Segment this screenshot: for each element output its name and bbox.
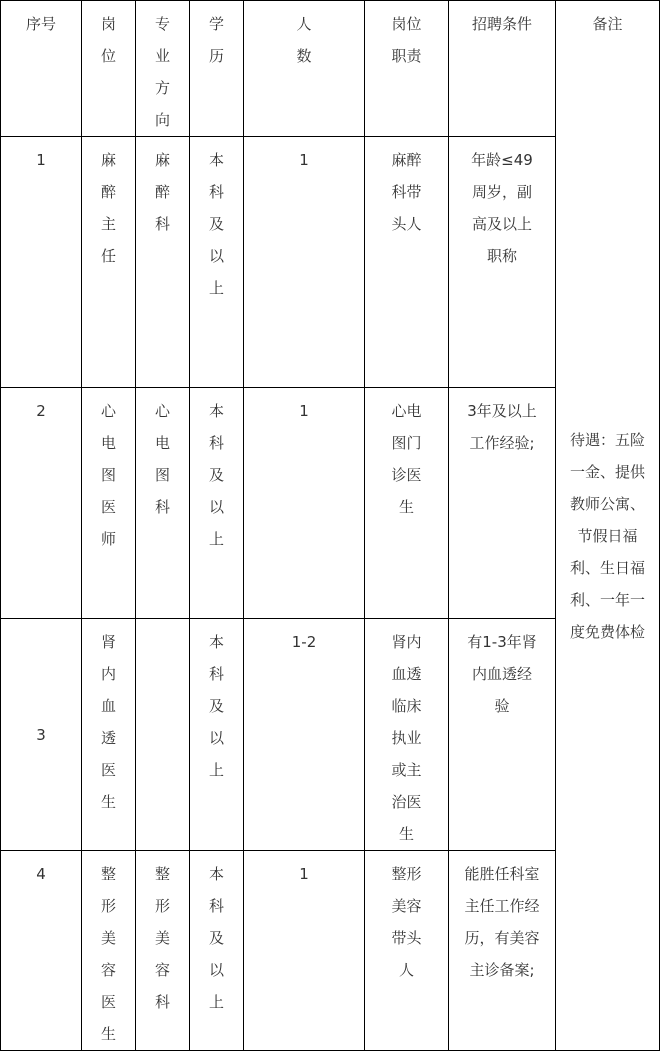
cell-major: 麻醉科 (136, 137, 190, 388)
cell-major (136, 619, 190, 851)
cell-count: 1-2 (244, 619, 365, 851)
cell-seq: 3 (1, 619, 82, 851)
remark-header-label: 备注 (592, 15, 623, 33)
cell-count: 1 (244, 388, 365, 619)
cell-position: 整形美容医生 (82, 851, 136, 1051)
cell-education: 本科及以上 (190, 137, 244, 388)
cell-duty: 肾内血透临床执业或主治医生 (365, 619, 449, 851)
cell-count: 1 (244, 851, 365, 1051)
header-remark (556, 1, 660, 1051)
cell-requirement: 能胜任科室主任工作经历，有美容主诊备案; (449, 851, 556, 1051)
cell-duty: 麻醉科带头人 (365, 137, 449, 388)
header-position: 岗位 (82, 1, 136, 137)
header-requirement: 招聘条件 (449, 1, 556, 137)
cell-seq: 1 (1, 137, 82, 388)
cell-duty: 心电图门诊医生 (365, 388, 449, 619)
cell-count: 1 (244, 137, 365, 388)
cell-requirement: 有1-3年肾内血透经验 (449, 619, 556, 851)
cell-seq: 4 (1, 851, 82, 1051)
cell-position: 心电图医师 (82, 388, 136, 619)
header-major: 专业方向 (136, 1, 190, 137)
cell-seq: 2 (1, 388, 82, 619)
cell-major: 整形美容科 (136, 851, 190, 1051)
cell-requirement: 年龄≤49周岁，副高及以上职称 (449, 137, 556, 388)
cell-position: 麻醉主任 (82, 137, 136, 388)
remark-text: 待遇：五险一金、提供教师公寓、节假日福利、生日福利、一年一度免费体检 (569, 431, 645, 641)
header-count: 人数 (244, 1, 365, 137)
cell-duty: 整形美容带头人 (365, 851, 449, 1051)
header-duty: 岗位职责 (365, 1, 449, 137)
cell-education: 本科及以上 (190, 851, 244, 1051)
cell-education: 本科及以上 (190, 388, 244, 619)
cell-education: 本科及以上 (190, 619, 244, 851)
header-row (1, 1, 660, 137)
cell-position: 肾内血透医生 (82, 619, 136, 851)
header-seq: 序号 (1, 1, 82, 137)
cell-major: 心电图科 (136, 388, 190, 619)
cell-requirement: 3年及以上工作经验; (449, 388, 556, 619)
header-education: 学历 (190, 1, 244, 137)
